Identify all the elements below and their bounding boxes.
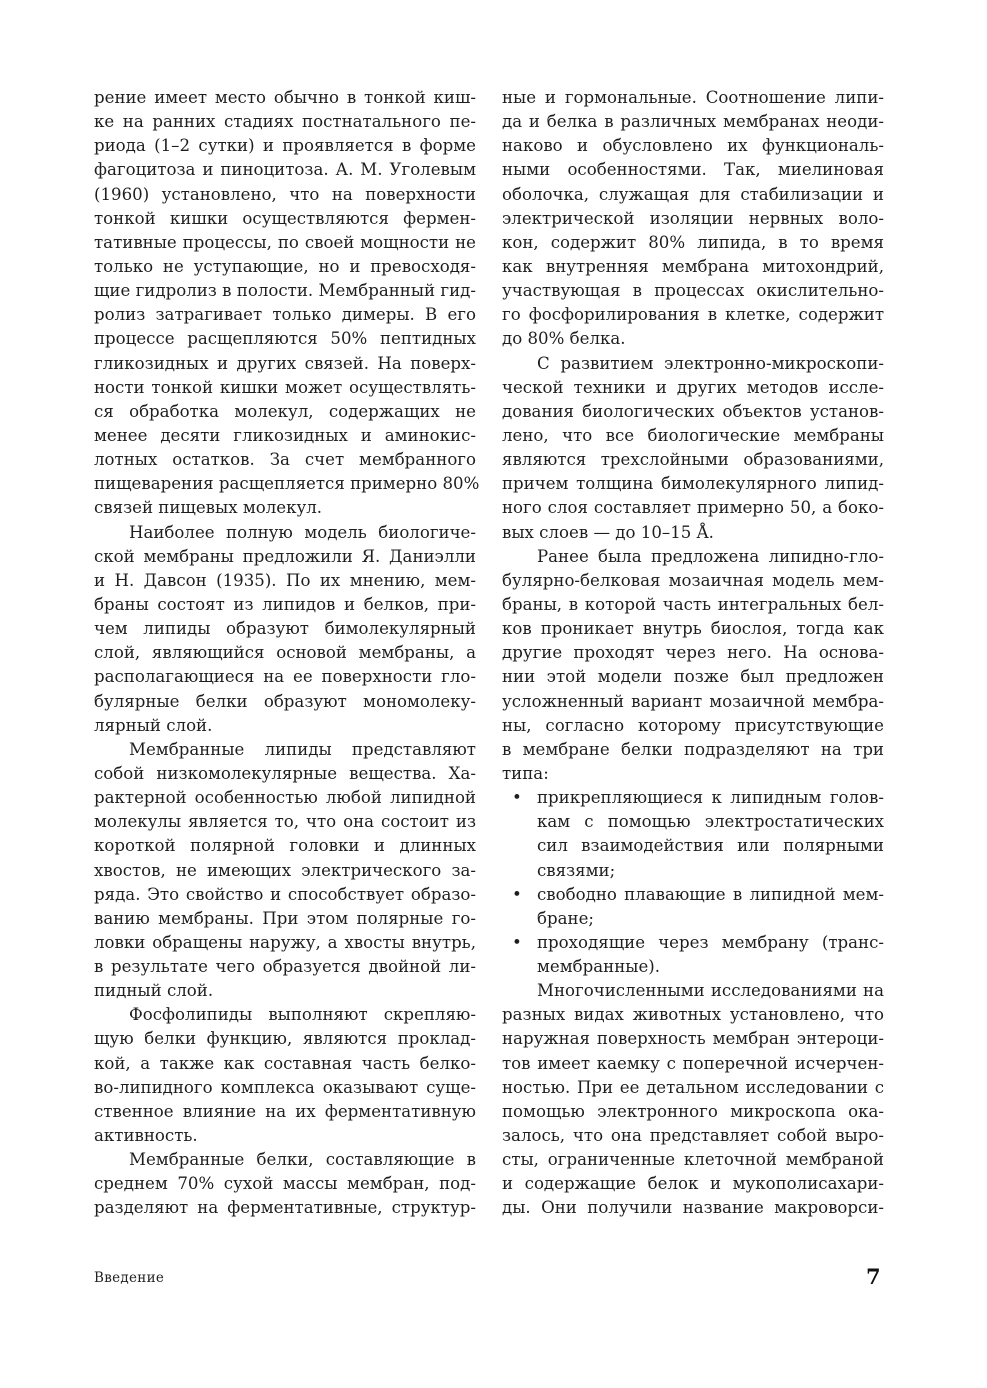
text-line: ческой техники и других методов иссле- xyxy=(502,377,884,397)
text-line: булярные белки образуют мономолеку- xyxy=(94,691,476,711)
left-text-column xyxy=(94,86,480,1221)
text-line: типа: xyxy=(502,763,549,783)
text-line: разделяют на ферментативные, структур- xyxy=(94,1198,476,1218)
text-line: наружная поверхность мембран энтероци- xyxy=(502,1029,884,1049)
text-line: пищеварения расщепляется примерно 80% xyxy=(94,474,480,494)
text-line: ков проникает внутрь биослоя, тогда как xyxy=(502,619,884,639)
paragraph-first-line: Мембранные липиды представляют xyxy=(129,739,476,759)
bullet-list-item xyxy=(502,931,884,979)
text-line: связями; xyxy=(537,860,616,880)
text-line: сил взаимодействия или полярными xyxy=(537,836,884,856)
text-line: нии этой модели позже был предложен xyxy=(502,667,884,687)
text-line: тативные процессы, по своей мощности не xyxy=(94,232,476,252)
paragraph-first-line: Наиболее полную модель биологиче- xyxy=(129,522,476,542)
text-line: и Н. Давсон (1935). По их мнению, мем- xyxy=(94,570,476,590)
bullet-list xyxy=(502,786,884,979)
text-line: являются трехслойными образованиями, xyxy=(502,450,884,470)
text-line: ской мембраны предложили Я. Даниэлли xyxy=(94,546,476,566)
text-line: дования биологических объектов установ- xyxy=(502,401,884,421)
paragraph-first-line: Многочисленными исследованиями на xyxy=(537,981,884,1001)
bullet-list-item xyxy=(502,883,884,931)
text-line: причем толщина бимолекулярного липид- xyxy=(502,474,884,494)
text-line: рактерной особенностью любой липидной xyxy=(94,788,476,808)
text-line: гликозидных и других связей. На поверх- xyxy=(94,353,476,373)
paragraph-first-line: Ранее была предложена липидно-гло- xyxy=(537,546,884,566)
text-line: собой низкомолекулярные вещества. Ха- xyxy=(94,763,476,783)
text-line: чем липиды образуют бимолекулярный xyxy=(94,619,476,639)
text-line: ностью. При ее детальном исследовании с xyxy=(502,1077,884,1097)
bullet-list-item xyxy=(502,786,884,883)
text-line: слой, являющийся основой мембраны, а xyxy=(94,643,476,663)
text-line: располагающиеся на ее поверхности гло- xyxy=(94,667,476,687)
text-line: бране; xyxy=(537,908,594,928)
paragraph-first-line: Мембранные белки, составляющие в xyxy=(129,1150,476,1170)
text-line: молекулы является то, что она состоит из xyxy=(94,812,476,832)
text-line: активность. xyxy=(94,1126,198,1146)
text-line: тонкой кишки осуществляются фермен- xyxy=(94,208,476,228)
text-line: щую белки функцию, являются проклад- xyxy=(94,1029,476,1049)
text-line: ке на ранних стадиях постнатального пе- xyxy=(94,112,476,132)
text-line: другие проходят через него. На основа- xyxy=(502,643,884,663)
text-line: ся обработка молекул, содержащих не xyxy=(94,401,476,421)
page-number: 7 xyxy=(866,1264,881,1289)
text-line: браны, в которой часть интегральных бел- xyxy=(502,594,884,614)
text-line: свободно плавающие в липидной мем- xyxy=(537,884,884,904)
text-line: щие гидролиз в полости. Мембранный гид- xyxy=(94,281,476,301)
text-line: ды. Они получили название макроворси- xyxy=(502,1198,884,1218)
text-line: во-липидного комплекса оказывают суще- xyxy=(94,1077,476,1097)
right-text-column xyxy=(502,86,884,1221)
text-line: проходящие через мембрану (транс- xyxy=(537,932,884,952)
text-line: булярно-белковая мозаичная модель мем- xyxy=(502,570,884,590)
text-line: ванию мембраны. При этом полярные го- xyxy=(94,908,476,928)
text-line: только не уступающие, но и превосходя- xyxy=(94,256,476,276)
text-line: пидный слой. xyxy=(94,981,214,1001)
text-line: в мембране белки подразделяют на три xyxy=(502,739,884,759)
text-line: ными особенностями. Так, миелиновая xyxy=(502,160,884,180)
text-line: ственное влияние на их ферментативную xyxy=(94,1101,476,1121)
text-line: риода (1–2 сутки) и проявляется в форме xyxy=(94,136,476,156)
text-line: фагоцитоза и пиноцитоза. А. М. Уголевым xyxy=(94,160,476,180)
text-line: лотных остатков. За счет мембранного xyxy=(94,450,476,470)
text-line: короткой полярной головки и длинных xyxy=(94,836,476,856)
text-line: (1960) установлено, что на поверхности xyxy=(94,184,476,204)
text-line: кон, содержит 80% липида, в то время xyxy=(502,232,884,252)
text-line: кой, а также как составная часть белко- xyxy=(94,1053,476,1073)
text-line: лярный слой. xyxy=(94,715,213,735)
text-line: прикрепляющиеся к липидным голов- xyxy=(537,788,884,808)
text-line: участвующая в процессах окислительно- xyxy=(502,281,884,301)
text-line: мембранные). xyxy=(537,957,661,977)
text-line: наково и обусловлено их функциональ- xyxy=(502,136,884,156)
text-line: ролиз затрагивает только димеры. В его xyxy=(94,305,476,325)
text-line: кам с помощью электростатических xyxy=(537,812,884,832)
text-line: в результате чего образуется двойной ли- xyxy=(94,957,476,977)
text-line: до 80% белка. xyxy=(502,329,626,349)
bullet-icon: • xyxy=(512,932,522,952)
text-line: тов имеет каемку с поперечной исчерчен- xyxy=(502,1053,884,1073)
paragraph-first-line: С развитием электронно-микроскопи- xyxy=(537,353,884,373)
text-line: ряда. Это свойство и способствует образо- xyxy=(94,884,476,904)
text-line: электрической изоляции нервных воло- xyxy=(502,208,884,228)
text-line: ны, согласно которому присутствующие xyxy=(502,715,884,735)
text-line: ности тонкой кишки может осуществлять- xyxy=(94,377,476,397)
text-line: менее десяти гликозидных и аминокис- xyxy=(94,425,476,445)
text-line: оболочка, служащая для стабилизации и xyxy=(502,184,884,204)
text-line: хвостов, не имеющих электрического за- xyxy=(94,860,476,880)
bullet-icon: • xyxy=(512,788,522,808)
text-line: ловки обращены наружу, а хвосты внутрь, xyxy=(94,932,476,952)
text-line: связей пищевых молекул. xyxy=(94,498,323,518)
text-line: как внутренняя мембрана митохондрий, xyxy=(502,256,884,276)
text-line: сты, ограниченные клеточной мембраной xyxy=(502,1150,884,1170)
text-line: и содержащие белок и мукополисахари- xyxy=(502,1174,884,1194)
text-line: ного слоя составляет примерно 50, а боко- xyxy=(502,498,884,518)
text-line: лено, что все биологические мембраны xyxy=(502,425,884,445)
text-line: рение имеет место обычно в тонкой киш- xyxy=(94,88,476,107)
text-line: залось, что она представляет собой выро- xyxy=(502,1126,884,1146)
text-line: ные и гормональные. Соотношение липи- xyxy=(502,88,884,107)
text-line: разных видах животных установлено, что xyxy=(502,1005,884,1025)
bullet-icon: • xyxy=(512,884,522,904)
text-line: помощью электронного микроскопа ока- xyxy=(502,1101,884,1121)
text-line: усложненный вариант мозаичной мембра- xyxy=(502,691,884,711)
text-line: да и белка в различных мембранах неоди- xyxy=(502,112,884,132)
text-line: процессе расщепляются 50% пептидных xyxy=(94,329,476,349)
running-footer-section-title: Введение xyxy=(94,1270,165,1286)
text-line: го фосфорилирования в клетке, содержит xyxy=(502,305,884,325)
text-line: вых слоев — до 10–15 Å. xyxy=(502,522,714,542)
text-line: среднем 70% сухой массы мембран, под- xyxy=(94,1174,476,1194)
text-line: браны состоят из липидов и белков, при- xyxy=(94,594,476,614)
paragraph-first-line: Фосфолипиды выполняют скрепляю- xyxy=(129,1005,476,1025)
